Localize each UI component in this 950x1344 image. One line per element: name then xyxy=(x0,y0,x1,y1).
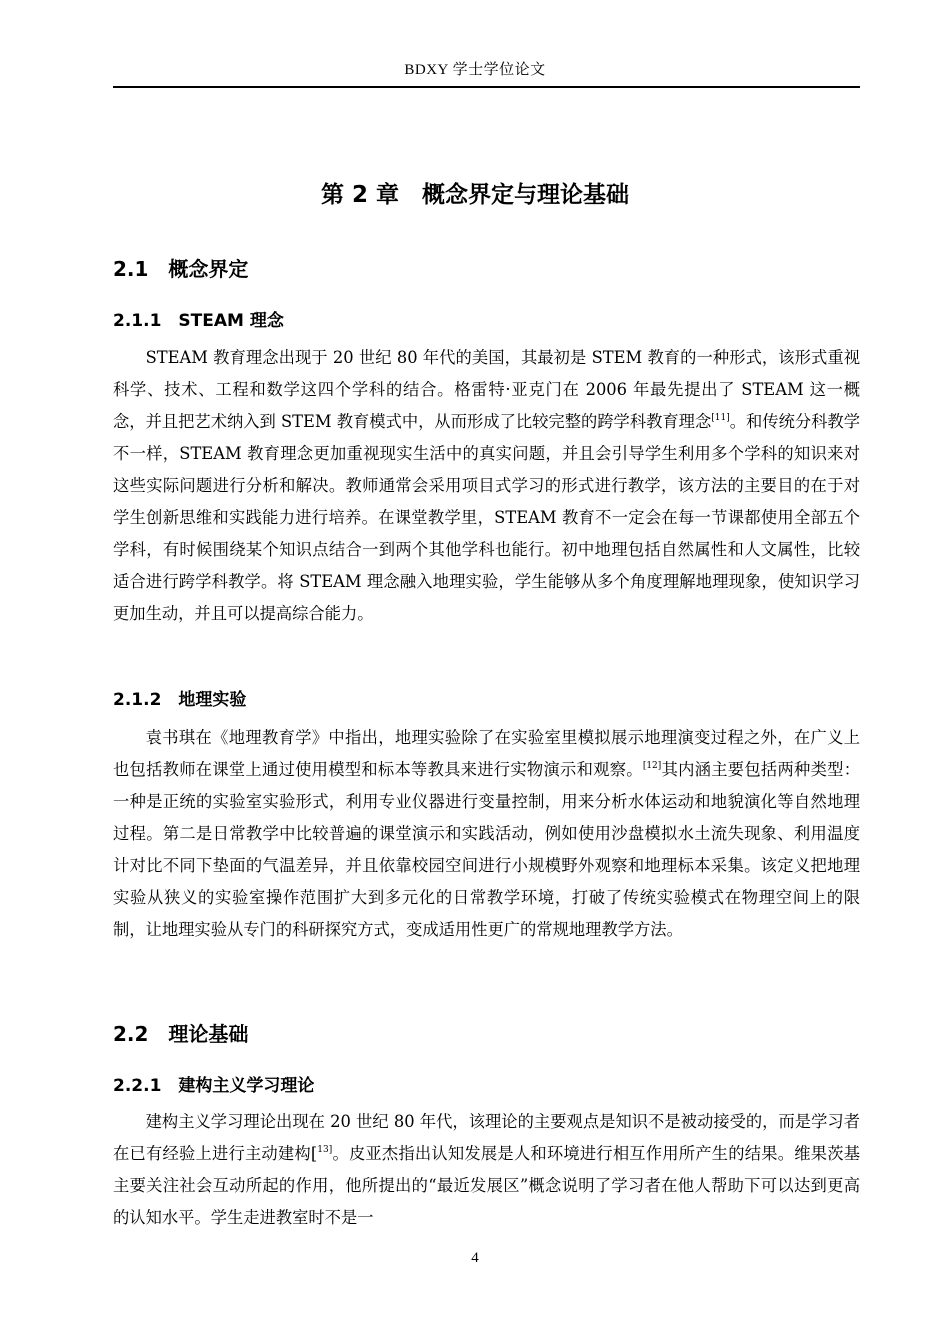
paragraph-geo-experiment xyxy=(113,722,860,946)
section-heading-2-1: 2.1 概念界定 xyxy=(113,257,249,281)
paragraph-text: STEAM 教育理念出现于 20 世纪 80 年代的美国，其最初是 STEM 教育的一种形式，该形式重视科学、技术、工程和数学这四个学科的结合。格雷特·亚克门在 2006 年最先提出了 STEAM 这一概念，并且把艺术纳入到 STEM 教育模式中，从而形成了比较完整的跨学科教育理念 xyxy=(113,348,860,431)
subsection-heading-2-1-2: 2.1.2 地理实验 xyxy=(113,690,247,710)
paragraph-constructivism xyxy=(113,1106,860,1234)
paragraph-text: 袁书琪在《地理教育学》中指出，地理实验除了在实验室里模拟展示地理演变过程之外，在广义上也包括教师在课堂上通过使用模型和标本等教具来进行实物演示和观察。 xyxy=(113,728,860,779)
paragraph-text: 。和传统分科教学不一样，STEAM 教育理念更加重视现实生活中的真实问题，并且会引导学生利用多个学科的知识来对这些实际问题进行分析和解决。教师通常会采用项目式学习的形式进行教学，该方法的主要目的在于对学生创新思维和实践能力进行培养。在课堂教学里，STEAM 教育不一定会在每一节课都使用全部五个学科，有时候围绕某个知识点结合一到两个其他学科也能行。初中地理包括自然属性和人文属性，比较适合进行跨学科教学。将 STEAM 理念融入地理实验，学生能够从多个角度理解地理现象，使知识学习更加生动，并且可以提高综合能力。 xyxy=(113,412,860,623)
section-heading-2-2: 2.2 理论基础 xyxy=(113,1022,249,1046)
chapter-title: 第 2 章 概念界定与理论基础 xyxy=(320,182,630,208)
citation: [11] xyxy=(711,413,730,423)
subsection-heading-2-2-1: 2.2.1 建构主义学习理论 xyxy=(113,1076,315,1096)
subsection-heading-2-1-1: 2.1.1 STEAM 理念 xyxy=(113,311,284,331)
running-header: BDXY 学士学位论文 xyxy=(404,62,546,78)
citation: 13] xyxy=(317,1145,333,1155)
paragraph-text: 建构主义学习理论出现在 20 世纪 80 年代，该理论的主要观点是知识不是被动接受的，而是学习者在已有经验上进行主动建构[ xyxy=(113,1112,860,1163)
page-number: 4 xyxy=(471,1250,479,1266)
paragraph-text: 。皮亚杰指出认知发展是人和环境进行相互作用所产生的结果。维果茨基主要关注社会互动所起的作用，他所提出的“最近发展区”概念说明了学习者在他人帮助下可以达到更高的认知水平。学生走进教室时不是一 xyxy=(113,1144,860,1227)
citation: [12] xyxy=(642,761,662,771)
paragraph-steam xyxy=(113,342,860,630)
header-rule xyxy=(113,86,860,88)
paragraph-text: 其内涵主要包括两种类型：一种是正统的实验室实验形式，利用专业仪器进行变量控制，用来分析水体运动和地貌演化等自然地理过程。第二是日常教学中比较普遍的课堂演示和实践活动，例如使用沙盘模拟水土流失现象、利用温度计对比不同下垫面的气温差异，并且依靠校园空间进行小规模野外观察和地理标本采集。该定义把地理实验从狭义的实验室操作范围扩大到多元化的日常教学环境，打破了传统实验模式在物理空间上的限制，让地理实验从专门的科研探究方式，变成适用性更广的常规地理教学方法。 xyxy=(113,760,860,939)
